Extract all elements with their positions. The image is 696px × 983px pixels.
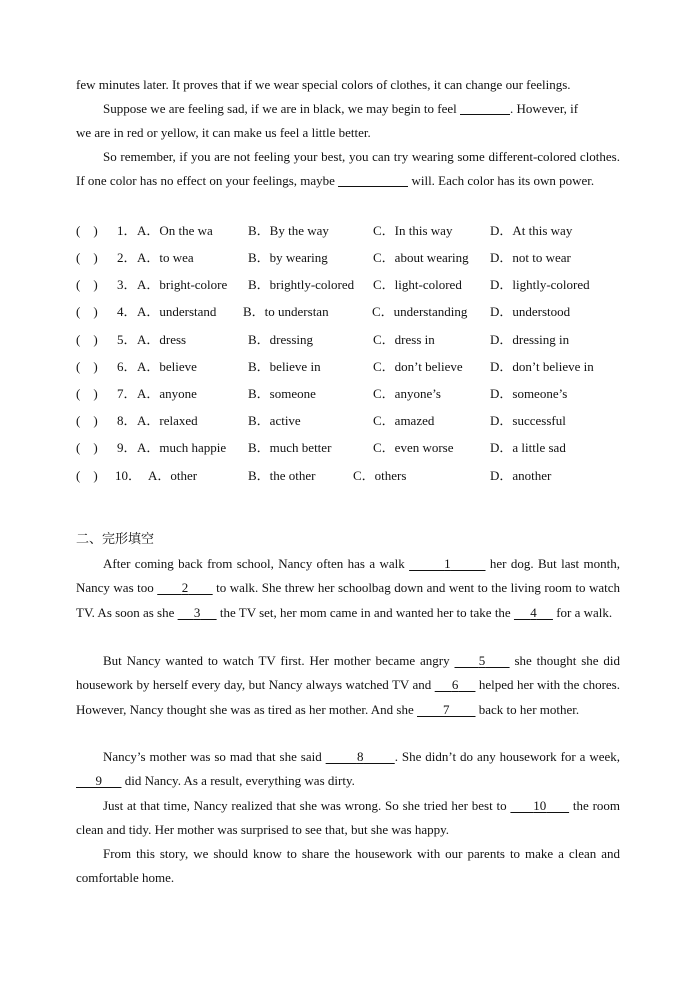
cloze-para-3	[76, 745, 620, 794]
option-d[interactable]: D．another	[490, 468, 552, 483]
option-a[interactable]: A．On the wa	[137, 223, 213, 238]
option-a[interactable]: A．dress	[137, 332, 187, 347]
option-a[interactable]: A．other	[148, 468, 198, 483]
cloze-para-5	[76, 842, 620, 891]
cloze-text: After coming back from school, Nancy often has a walk	[103, 556, 410, 571]
cloze-text: But Nancy wanted to watch TV first. Her mother became angry	[103, 653, 455, 668]
mc-question-row	[76, 466, 636, 493]
cloze-blank-5[interactable]	[455, 653, 510, 668]
answer-paren[interactable]: ( )	[76, 359, 98, 374]
option-c[interactable]: C．In this way	[373, 223, 453, 238]
cloze-blank-9[interactable]	[76, 773, 122, 788]
blank-number: 10	[533, 798, 547, 813]
passage1-para-3	[76, 145, 620, 194]
option-d[interactable]: D．not to wear	[490, 250, 571, 265]
mc-question-row	[76, 248, 636, 275]
option-a[interactable]: A．relaxed	[137, 413, 198, 428]
answer-paren[interactable]: ( )	[76, 332, 98, 347]
question-number: 5．	[117, 332, 137, 347]
option-d[interactable]: D．lightly-colored	[490, 277, 590, 292]
mc-question-row	[76, 357, 636, 384]
cloze-blank-3[interactable]	[178, 605, 217, 620]
option-c[interactable]: C．anyone’s	[373, 386, 441, 401]
answer-paren[interactable]: ( )	[76, 304, 98, 319]
mc-question-row	[76, 275, 636, 302]
option-c[interactable]: C．amazed	[373, 413, 435, 428]
option-b[interactable]: B．brightly-colored	[248, 277, 355, 292]
cloze-text: to walk. She threw her schoolbag down and went to the living room to watch TV. As soon as she	[76, 580, 620, 620]
cloze-text: Just at that time, Nancy realized that she was wrong. So she tried her best to	[103, 798, 511, 813]
cloze-text: the room clean and tidy. Her mother was surprised to see that, but she was happy.	[76, 798, 621, 838]
question-number: 9．	[117, 440, 137, 455]
question-number: 7．	[117, 386, 137, 401]
option-c[interactable]: C．even worse	[373, 440, 454, 455]
question-number: 10．	[115, 468, 142, 483]
blank-number: 5	[478, 653, 486, 668]
cloze-blank-6[interactable]	[435, 677, 476, 692]
cloze-text: helped her with the chores. However, Nancy thought she was as tired as her mother. And she	[76, 677, 620, 717]
blank-number: 4	[530, 604, 537, 620]
option-c[interactable]: C．understanding	[372, 304, 468, 319]
passage1-text: will. Each color has its	[411, 173, 531, 189]
answer-paren[interactable]: ( )	[76, 250, 98, 265]
mc-question-row	[76, 221, 636, 248]
option-b[interactable]: B．someone	[248, 386, 316, 401]
cloze-para-4	[76, 794, 620, 843]
cloze-text: she thought she did housework by herself every day, but Nancy always watched TV and	[76, 653, 621, 693]
blank-number: 6	[451, 677, 459, 693]
option-d[interactable]: D．someone’s	[490, 386, 568, 401]
option-b[interactable]: B．to understan	[243, 304, 329, 319]
answer-paren[interactable]: ( )	[76, 468, 98, 483]
passage1-text: clothes. If one color has no effect on your feelings, maybe	[76, 149, 620, 189]
section-heading: 二、完形填空	[76, 532, 155, 547]
option-b[interactable]: B．by wearing	[248, 250, 328, 265]
answer-paren[interactable]: ( )	[76, 386, 98, 401]
question-number: 2．	[117, 250, 137, 265]
option-a[interactable]: A．bright-colore	[137, 277, 228, 292]
option-a[interactable]: A．to wea	[137, 250, 194, 265]
option-b[interactable]: B．active	[248, 413, 301, 428]
blank-number: 1	[444, 556, 451, 571]
cloze-text: Nancy’s mother was so mad that she said	[103, 749, 326, 764]
passage1-text: . However, if	[510, 101, 579, 116]
answer-paren[interactable]: ( )	[76, 413, 98, 428]
option-b[interactable]: B．the other	[248, 468, 316, 483]
cloze-para-1	[76, 552, 620, 625]
cloze-text: back to her mother.	[475, 701, 580, 717]
passage1-text: we are in red or yellow, it can make us feel a little better.	[76, 125, 371, 141]
option-c[interactable]: C．don’t believe	[373, 359, 463, 374]
mc-question-row	[76, 411, 636, 438]
cloze-text: From this story, we should know to share the housework with our parents to make a clean and comfortable home.	[76, 846, 620, 886]
mc-question-row	[76, 302, 636, 329]
question-number: 3．	[117, 277, 137, 292]
question-number: 4．	[117, 304, 137, 319]
passage1-para-2	[76, 97, 620, 146]
cloze-text: . She didn’t do any housework for a week,	[394, 749, 621, 764]
blank-number: 8	[356, 749, 364, 764]
cloze-blank-10[interactable]	[510, 798, 569, 813]
cloze-text: did Nancy. As a result, everything was dirty.	[121, 773, 355, 789]
answer-paren[interactable]: ( )	[76, 277, 98, 292]
answer-blank[interactable]	[338, 172, 408, 187]
option-b[interactable]: B．dressing	[248, 332, 314, 347]
answer-paren[interactable]: ( )	[76, 440, 98, 455]
option-b[interactable]: B．much better	[248, 440, 332, 455]
option-a[interactable]: A．believe	[137, 359, 197, 374]
option-a[interactable]: A．understand	[137, 304, 217, 319]
option-b[interactable]: B．believe in	[248, 359, 321, 374]
passage1-line-1	[76, 73, 620, 97]
cloze-blank-4[interactable]	[514, 605, 553, 620]
cloze-blank-1[interactable]	[409, 556, 485, 571]
blank-number: 7	[443, 701, 450, 717]
cloze-text: her dog. But last month, Nancy was too	[76, 556, 621, 596]
option-d[interactable]: D．successful	[490, 413, 566, 428]
option-a[interactable]: A．anyone	[137, 386, 197, 401]
option-c[interactable]: C．about wearing	[373, 250, 469, 265]
option-d[interactable]: D．At this way	[490, 223, 573, 238]
option-c[interactable]: C．others	[353, 468, 407, 483]
blank-number: 2	[181, 580, 189, 596]
cloze-text: for a walk.	[552, 604, 613, 620]
passage1-text: few minutes later. It proves that if we wear special colors of clothes, it can change our feelings.	[76, 77, 571, 92]
cloze-blank-7[interactable]	[417, 702, 476, 717]
cloze-text: the TV set, her mom came in and wanted her to take the	[216, 604, 514, 620]
question-number: 6．	[117, 359, 137, 374]
blank-number: 3	[193, 604, 201, 620]
mc-question-row	[76, 384, 636, 411]
passage1-text: Suppose we are feeling sad, if we are in black, we may begin to feel	[103, 101, 457, 116]
blank-number: 9	[95, 773, 102, 789]
option-d[interactable]: D．understood	[490, 304, 571, 319]
cloze-blank-2[interactable]	[157, 580, 212, 595]
option-b[interactable]: B．By the way	[248, 223, 329, 238]
option-d[interactable]: D．dressing in	[490, 332, 570, 347]
question-number: 8．	[117, 413, 137, 428]
answer-blank[interactable]	[460, 100, 510, 115]
option-d[interactable]: D．don’t believe in	[490, 359, 594, 374]
option-a[interactable]: A．much happie	[137, 440, 227, 455]
answer-paren[interactable]: ( )	[76, 223, 98, 238]
cloze-blank-8[interactable]	[326, 749, 395, 764]
passage1-text: own power.	[533, 173, 595, 189]
passage1-text: So remember, if you are not feeling your best, you can try wearing some different-colored	[103, 149, 577, 164]
option-d[interactable]: D．a little sad	[490, 440, 566, 455]
option-c[interactable]: C．dress in	[373, 332, 435, 347]
option-c[interactable]: C．light-colored	[373, 277, 462, 292]
mc-question-row	[76, 330, 636, 357]
question-number: 1．	[117, 223, 137, 238]
cloze-para-2	[76, 649, 620, 722]
mc-question-row	[76, 438, 636, 465]
